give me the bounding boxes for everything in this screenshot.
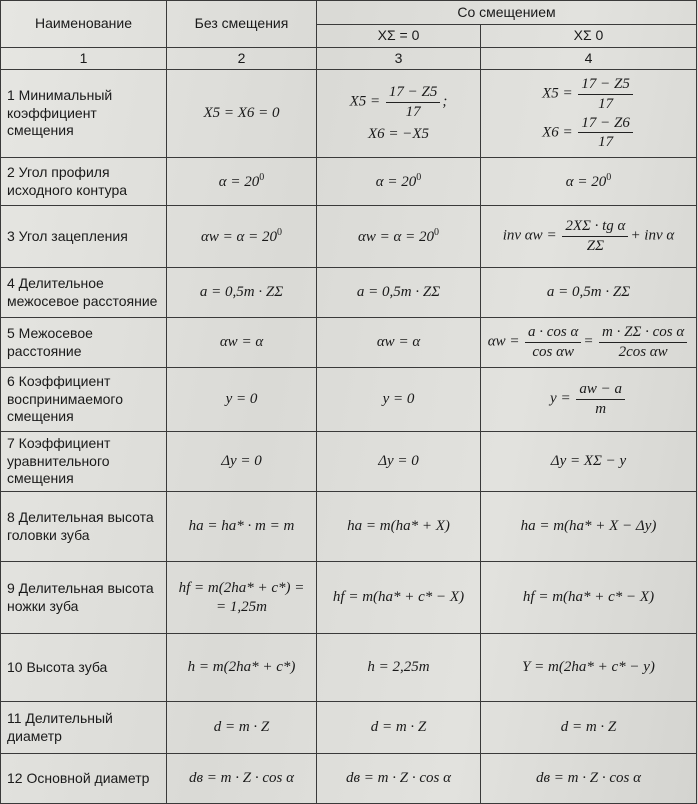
formula: y = 0 xyxy=(225,391,258,408)
row-name: 6 Коэффициент воспринимаемого смещения xyxy=(1,368,167,432)
column-number: 4 xyxy=(481,47,697,70)
formula: inv αw = xyxy=(502,227,557,244)
table-row xyxy=(1,634,697,702)
column-number-row xyxy=(1,47,697,70)
fraction-numerator: aw − a xyxy=(576,380,625,400)
header-with-shift: Со смещением xyxy=(317,1,697,25)
table-row xyxy=(1,268,697,318)
table-row xyxy=(1,158,697,206)
formula: αw = α = 20 xyxy=(358,228,434,245)
formula: h = 2,25m xyxy=(367,659,430,676)
table-row xyxy=(1,432,697,492)
fraction-denominator: 17 xyxy=(598,134,614,151)
formula: αw = α xyxy=(219,334,264,351)
formula: X5 = xyxy=(349,93,381,110)
table-row xyxy=(1,702,697,754)
table-row xyxy=(1,368,697,432)
table-row xyxy=(1,206,697,268)
subheader-x-zero: XΣ = 0 xyxy=(317,25,481,48)
formula: αw = xyxy=(487,333,520,350)
fraction-numerator: 17 − Z5 xyxy=(386,83,440,103)
row-name: 1 Минимальный коэффициент смещения xyxy=(1,70,167,158)
row-name: 3 Угол зацепления xyxy=(1,206,167,268)
formula: d = m · Z xyxy=(213,719,270,736)
formula: αw = α = 20 xyxy=(201,228,277,245)
formula: d = m · Z xyxy=(370,719,427,736)
formula: X5 = X6 = 0 xyxy=(203,105,280,122)
formula: α = 20 xyxy=(565,173,607,190)
header-no-shift: Без смещения xyxy=(167,1,317,48)
formula: + inv α xyxy=(630,227,675,244)
formula: dв = m · Z · cos α xyxy=(346,770,451,787)
degree-sup: 0 xyxy=(416,171,422,183)
row-name: 9 Делительная высота ножки зуба xyxy=(1,562,167,634)
formula: dв = m · Z · cos α xyxy=(189,770,294,787)
header-name: Наименование xyxy=(1,1,167,48)
formula: dв = m · Z · cos α xyxy=(536,770,641,787)
formula: ha = m(ha* + X − Δy) xyxy=(520,518,657,535)
fraction-numerator: 17 − Z5 xyxy=(578,75,632,95)
formula: y = 0 xyxy=(382,391,415,408)
formula: Y = m(2ha* + c* − y) xyxy=(522,659,655,676)
formula: Δy = 0 xyxy=(221,453,262,470)
row-name: 2 Угол профиля исходного контура xyxy=(1,158,167,206)
formula: hf = m(2ha* + c*) = xyxy=(178,579,305,596)
formula: ha = m(ha* + X) xyxy=(347,518,450,535)
fraction-denominator: m xyxy=(595,401,607,417)
formula: ha = ha* · m = m xyxy=(188,518,295,535)
formula: αw = α xyxy=(376,334,421,351)
formula: a = 0,5m · ZΣ xyxy=(356,284,441,301)
row-name: 5 Межосевое расстояние xyxy=(1,318,167,368)
table-row xyxy=(1,70,697,158)
formula: Δy = XΣ − y xyxy=(550,453,627,470)
degree-sup: 0 xyxy=(277,226,282,238)
formula: X6 = xyxy=(542,124,573,141)
table-header-row xyxy=(1,1,697,25)
column-number: 2 xyxy=(167,47,317,70)
fraction-denominator: ZΣ xyxy=(586,238,604,254)
table-row xyxy=(1,754,697,804)
formula: d = m · Z xyxy=(560,719,617,736)
degree-sup: 0 xyxy=(259,171,265,183)
formula: a = 0,5m · ZΣ xyxy=(546,284,631,301)
table-row xyxy=(1,562,697,634)
formula: h = m(2ha* + c*) xyxy=(187,659,296,676)
formula: X5 = xyxy=(542,85,573,102)
fraction-denominator: 17 xyxy=(405,103,421,120)
column-number: 1 xyxy=(1,47,167,70)
formula: hf = m(ha* + c* − X) xyxy=(332,589,465,606)
row-name: 12 Основной диаметр xyxy=(1,754,167,804)
table-row xyxy=(1,318,697,368)
fraction-numerator: a · cos α xyxy=(525,323,581,343)
fraction-numerator: 17 − Z6 xyxy=(578,114,632,134)
fraction-numerator: m · ZΣ · cos α xyxy=(599,323,687,343)
formula: ; xyxy=(442,93,448,110)
row-name: 10 Высота зуба xyxy=(1,634,167,702)
row-name: 8 Делительная высота головки зуба xyxy=(1,492,167,562)
formula: = 1,25m xyxy=(216,598,267,615)
table-row xyxy=(1,492,697,562)
row-name: 4 Делительное межосевое расстояние xyxy=(1,268,167,318)
fraction-numerator: 2XΣ · tg α xyxy=(562,217,628,237)
degree-sup: 0 xyxy=(606,171,612,183)
formula: Δy = 0 xyxy=(378,453,419,470)
column-number: 3 xyxy=(317,47,481,70)
fraction-denominator: cos αw xyxy=(532,344,575,360)
fraction-denominator: 2cos αw xyxy=(618,344,668,360)
formula: α = 20 xyxy=(218,173,260,190)
subheader-x-nonzero: XΣ 0 xyxy=(481,25,697,48)
row-name: 7 Коэффициент уравнительного смещения xyxy=(1,432,167,492)
fraction-denominator: 17 xyxy=(598,95,614,112)
formula: hf = m(ha* + c* − X) xyxy=(522,589,655,606)
degree-sup: 0 xyxy=(434,226,439,238)
formula: α = 20 xyxy=(375,173,417,190)
row-name: 11 Делительный диаметр xyxy=(1,702,167,754)
formula: a = 0,5m · ZΣ xyxy=(199,284,284,301)
formula: y = xyxy=(550,390,571,407)
formula: X6 = −X5 xyxy=(367,126,430,143)
formula: = xyxy=(583,333,594,350)
